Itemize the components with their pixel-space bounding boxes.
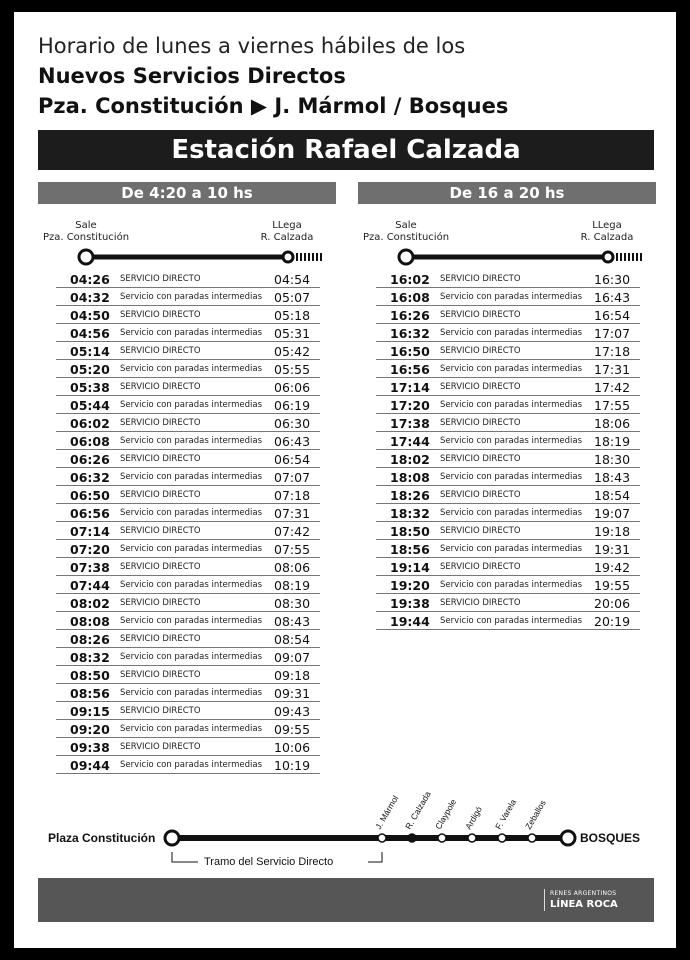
departure-time: 17:20: [390, 398, 430, 413]
arrival-time: 08:54: [274, 632, 311, 647]
departure-time: 08:32: [70, 650, 110, 665]
service-type: SERVICIO DIRECTO: [440, 346, 521, 356]
arrival-time: 09:31: [274, 686, 311, 701]
departure-time: 04:32: [70, 290, 110, 305]
arrival-time: 06:54: [274, 452, 311, 467]
stop-marker-icon: [528, 834, 536, 842]
table-row: [56, 648, 320, 666]
arrival-time: 09:43: [274, 704, 311, 719]
table-row: [56, 324, 320, 342]
service-type: SERVICIO DIRECTO: [440, 562, 521, 572]
header-line-3: Pza. Constitución ▶ J. Mármol / Bosques: [38, 94, 509, 118]
service-type: Servicio con paradas intermedias: [440, 472, 583, 482]
table-row: [56, 702, 320, 720]
departure-time: 06:56: [70, 506, 110, 521]
departure-time: 09:38: [70, 740, 110, 755]
service-type: Servicio con paradas intermedias: [120, 436, 263, 446]
service-type: Servicio con paradas intermedias: [440, 364, 583, 374]
arrival-time: 20:19: [594, 614, 631, 629]
arrival-time: 05:42: [274, 344, 311, 359]
stop-label: R. Calzada: [403, 789, 433, 831]
departure-time: 04:26: [70, 272, 110, 287]
table-row: [376, 468, 640, 486]
timetable-poster: [14, 12, 676, 948]
table-row: [56, 630, 320, 648]
service-type: Servicio con paradas intermedias: [120, 364, 263, 374]
table-row: [376, 486, 640, 504]
table-row: [56, 756, 320, 774]
service-type: SERVICIO DIRECTO: [120, 634, 201, 644]
service-type: Servicio con paradas intermedias: [440, 292, 583, 302]
departure-time: 18:50: [390, 524, 430, 539]
departure-time: 16:08: [390, 290, 430, 305]
departure-time: 07:44: [70, 578, 110, 593]
stop-label: Ardigó: [463, 804, 485, 831]
departure-time: 18:08: [390, 470, 430, 485]
service-type: SERVICIO DIRECTO: [440, 526, 521, 536]
arrival-time: 07:18: [274, 488, 311, 503]
depart-label: Sale Pza. Constitución: [42, 220, 130, 243]
arrival-time: 18:30: [594, 452, 631, 467]
origin-dot-icon: [399, 250, 413, 264]
departure-time: 08:02: [70, 596, 110, 611]
departure-time: 18:32: [390, 506, 430, 521]
stop-marker-icon: [498, 834, 506, 842]
arrive-label: LLega R. Calzada: [580, 220, 634, 243]
table-row: [56, 540, 320, 558]
table-row: [56, 738, 320, 756]
table-row: [56, 576, 320, 594]
departure-time: 04:50: [70, 308, 110, 323]
stop-label: J. Mármol: [373, 793, 401, 831]
service-type: SERVICIO DIRECTO: [440, 490, 521, 500]
arrival-time: 17:07: [594, 326, 631, 341]
service-type: Servicio con paradas intermedias: [120, 544, 263, 554]
table-row: [376, 414, 640, 432]
table-row: [56, 558, 320, 576]
table-row: [56, 504, 320, 522]
arrival-time: 06:43: [274, 434, 311, 449]
stop-marker-icon: [408, 834, 416, 842]
table-row: [56, 432, 320, 450]
arrival-time: 06:19: [274, 398, 311, 413]
departure-time: 17:44: [390, 434, 430, 449]
depart-label: Sale Pza. Constitución: [362, 220, 450, 243]
service-type: SERVICIO DIRECTO: [440, 598, 521, 608]
arrival-time: 17:42: [594, 380, 631, 395]
stop-marker-icon: [468, 834, 476, 842]
departure-time: 18:56: [390, 542, 430, 557]
service-type: SERVICIO DIRECTO: [120, 418, 201, 428]
service-type: SERVICIO DIRECTO: [120, 382, 201, 392]
table-row: [376, 288, 640, 306]
arrival-time: 19:55: [594, 578, 631, 593]
arrival-time: 16:30: [594, 272, 631, 287]
departure-time: 19:38: [390, 596, 430, 611]
service-type: Servicio con paradas intermedias: [120, 328, 263, 338]
column-title: De 16 a 20 hs: [358, 182, 656, 204]
departure-time: 09:15: [70, 704, 110, 719]
stop-marker-icon: [378, 834, 386, 842]
arrival-time: 18:54: [594, 488, 631, 503]
arrival-time: 05:18: [274, 308, 311, 323]
service-type: SERVICIO DIRECTO: [120, 310, 201, 320]
service-type: Servicio con paradas intermedias: [440, 544, 583, 554]
table-row: [376, 306, 640, 324]
departure-time: 19:14: [390, 560, 430, 575]
service-type: Servicio con paradas intermedias: [120, 688, 263, 698]
table-row: [56, 360, 320, 378]
table-row: [376, 270, 640, 288]
arrival-time: 10:06: [274, 740, 311, 755]
service-type: Servicio con paradas intermedias: [120, 508, 263, 518]
table-row: [376, 342, 640, 360]
service-type: SERVICIO DIRECTO: [120, 598, 201, 608]
arrival-time: 09:07: [274, 650, 311, 665]
departure-time: 18:02: [390, 452, 430, 467]
table-row: [376, 540, 640, 558]
schedule-column-afternoon: [358, 182, 656, 629]
arrival-time: 07:07: [274, 470, 311, 485]
table-row: [56, 288, 320, 306]
service-type: Servicio con paradas intermedias: [120, 472, 263, 482]
departure-time: 17:14: [390, 380, 430, 395]
origin-station-icon: [165, 831, 179, 845]
service-type: SERVICIO DIRECTO: [440, 382, 521, 392]
arrival-time: 19:18: [594, 524, 631, 539]
arrival-time: 05:07: [274, 290, 311, 305]
table-row: [376, 594, 640, 612]
schedule-table: [376, 270, 640, 630]
header-line-2: Nuevos Servicios Directos: [38, 64, 346, 88]
service-type: SERVICIO DIRECTO: [440, 310, 521, 320]
destination-dot-icon: [283, 252, 293, 262]
service-type: Servicio con paradas intermedias: [440, 616, 583, 626]
table-row: [376, 558, 640, 576]
departure-time: 09:44: [70, 758, 110, 773]
service-type: Servicio con paradas intermedias: [120, 760, 263, 770]
arrival-time: 07:42: [274, 524, 311, 539]
departure-time: 08:50: [70, 668, 110, 683]
departure-time: 16:26: [390, 308, 430, 323]
departure-time: 08:26: [70, 632, 110, 647]
table-row: [56, 666, 320, 684]
arrival-time: 07:31: [274, 506, 311, 521]
destination-label: BOSQUES: [580, 831, 641, 845]
schedule-column-morning: [38, 182, 336, 773]
service-type: SERVICIO DIRECTO: [120, 670, 201, 680]
departure-time: 16:50: [390, 344, 430, 359]
departure-time: 06:50: [70, 488, 110, 503]
column-title: De 4:20 a 10 hs: [38, 182, 336, 204]
service-type: SERVICIO DIRECTO: [120, 706, 201, 716]
table-row: [376, 450, 640, 468]
brand-logo-text: LÍNEA ROCA: [550, 899, 618, 910]
table-row: [56, 684, 320, 702]
service-type: SERVICIO DIRECTO: [120, 526, 201, 536]
brand-divider: [544, 889, 545, 911]
arrival-time: 06:30: [274, 416, 311, 431]
departure-time: 04:56: [70, 326, 110, 341]
stop-label: Zeballos: [523, 798, 548, 831]
table-row: [56, 342, 320, 360]
stop-label: F. Varela: [493, 797, 519, 831]
route-map: [14, 782, 676, 882]
stop-marker-icon: [438, 834, 446, 842]
service-type: SERVICIO DIRECTO: [120, 742, 201, 752]
stop-label: Claypole: [433, 797, 459, 831]
arrival-time: 18:43: [594, 470, 631, 485]
arrival-time: 09:18: [274, 668, 311, 683]
arrival-time: 19:31: [594, 542, 631, 557]
arrival-time: 17:55: [594, 398, 631, 413]
arrival-time: 06:06: [274, 380, 311, 395]
departure-time: 19:20: [390, 578, 430, 593]
arrival-time: 08:19: [274, 578, 311, 593]
service-type: Servicio con paradas intermedias: [120, 652, 263, 662]
arrival-time: 19:42: [594, 560, 631, 575]
brand-small-text: RENES ARGENTINOS: [550, 890, 617, 897]
table-row: [56, 486, 320, 504]
table-row: [56, 396, 320, 414]
departure-time: 16:56: [390, 362, 430, 377]
service-type: Servicio con paradas intermedias: [440, 328, 583, 338]
table-row: [56, 450, 320, 468]
departure-time: 05:44: [70, 398, 110, 413]
mini-route-icon: [38, 247, 336, 267]
departure-time: 16:02: [390, 272, 430, 287]
service-type: SERVICIO DIRECTO: [440, 454, 521, 464]
service-type: SERVICIO DIRECTO: [440, 274, 521, 284]
service-type: SERVICIO DIRECTO: [120, 274, 201, 284]
service-type: Servicio con paradas intermedias: [440, 580, 583, 590]
service-type: SERVICIO DIRECTO: [440, 418, 521, 428]
arrival-time: 07:55: [274, 542, 311, 557]
arrival-time: 08:06: [274, 560, 311, 575]
origin-label: Plaza Constitución: [48, 831, 156, 845]
arrival-time: 18:06: [594, 416, 631, 431]
arrival-time: 16:43: [594, 290, 631, 305]
table-row: [376, 396, 640, 414]
departure-time: 09:20: [70, 722, 110, 737]
service-type: SERVICIO DIRECTO: [120, 346, 201, 356]
arrival-time: 18:19: [594, 434, 631, 449]
table-row: [56, 720, 320, 738]
service-type: Servicio con paradas intermedias: [120, 616, 263, 626]
table-row: [56, 378, 320, 396]
departure-time: 05:38: [70, 380, 110, 395]
service-type: Servicio con paradas intermedias: [440, 400, 583, 410]
service-type: SERVICIO DIRECTO: [120, 562, 201, 572]
arrival-time: 04:54: [274, 272, 311, 287]
table-row: [56, 414, 320, 432]
arrival-time: 16:54: [594, 308, 631, 323]
departure-time: 19:44: [390, 614, 430, 629]
arrival-time: 10:19: [274, 758, 311, 773]
departure-time: 06:26: [70, 452, 110, 467]
arrival-time: 19:07: [594, 506, 631, 521]
arrival-time: 05:55: [274, 362, 311, 377]
departure-time: 05:20: [70, 362, 110, 377]
destination-station-icon: [561, 831, 575, 845]
service-type: Servicio con paradas intermedias: [120, 292, 263, 302]
departure-time: 06:32: [70, 470, 110, 485]
table-row: [376, 360, 640, 378]
arrival-time: 17:18: [594, 344, 631, 359]
header-line-1: Horario de lunes a viernes hábiles de los: [38, 34, 466, 58]
departure-time: 08:08: [70, 614, 110, 629]
table-row: [376, 432, 640, 450]
service-type: Servicio con paradas intermedias: [120, 400, 263, 410]
table-row: [56, 612, 320, 630]
table-row: [376, 378, 640, 396]
table-row: [56, 270, 320, 288]
table-row: [376, 576, 640, 594]
table-row: [376, 612, 640, 630]
arrival-time: 08:43: [274, 614, 311, 629]
departure-time: 06:08: [70, 434, 110, 449]
service-type: Servicio con paradas intermedias: [440, 508, 583, 518]
departure-time: 07:20: [70, 542, 110, 557]
footer-bar: [38, 878, 654, 922]
arrival-time: 09:55: [274, 722, 311, 737]
mini-route-icon: [358, 247, 656, 267]
departure-time: 07:14: [70, 524, 110, 539]
service-type: SERVICIO DIRECTO: [120, 454, 201, 464]
table-row: [56, 594, 320, 612]
direct-segment-label: Tramo del Servicio Directo: [204, 856, 334, 868]
station-title: Estación Rafael Calzada: [38, 130, 654, 170]
arrival-time: 20:06: [594, 596, 631, 611]
service-type: Servicio con paradas intermedias: [120, 580, 263, 590]
service-type: Servicio con paradas intermedias: [120, 724, 263, 734]
destination-dot-icon: [603, 252, 613, 262]
service-type: Servicio con paradas intermedias: [440, 436, 583, 446]
table-row: [376, 504, 640, 522]
table-row: [56, 468, 320, 486]
table-row: [376, 324, 640, 342]
service-type: SERVICIO DIRECTO: [120, 490, 201, 500]
schedule-table: [56, 270, 320, 774]
arrive-label: LLega R. Calzada: [260, 220, 314, 243]
arrival-time: 05:31: [274, 326, 311, 341]
table-row: [376, 522, 640, 540]
arrival-time: 17:31: [594, 362, 631, 377]
arrival-time: 08:30: [274, 596, 311, 611]
departure-time: 08:56: [70, 686, 110, 701]
table-row: [56, 522, 320, 540]
departure-time: 06:02: [70, 416, 110, 431]
departure-time: 07:38: [70, 560, 110, 575]
table-row: [56, 306, 320, 324]
departure-time: 18:26: [390, 488, 430, 503]
departure-time: 17:38: [390, 416, 430, 431]
departure-time: 16:32: [390, 326, 430, 341]
origin-dot-icon: [79, 250, 93, 264]
departure-time: 05:14: [70, 344, 110, 359]
